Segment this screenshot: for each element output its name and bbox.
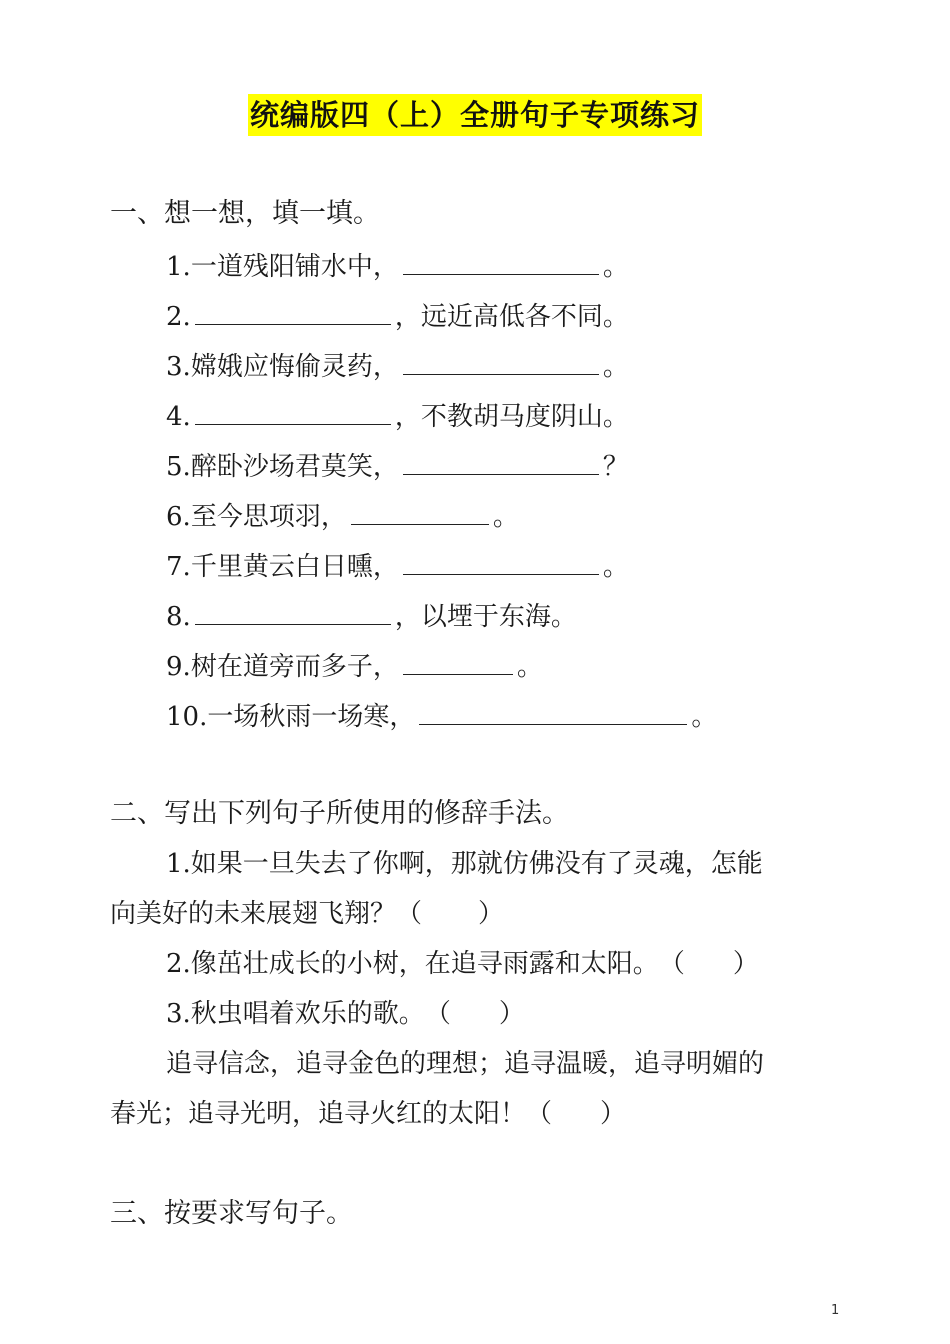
rhetoric-item-2 [166, 946, 759, 982]
answer-paren-open: （ [526, 1099, 553, 1129]
fill-item-9 [166, 648, 543, 685]
answer-blank[interactable] [195, 598, 391, 625]
fill-item-5 [166, 448, 629, 485]
item-text-after: 。 [492, 502, 519, 532]
answer-paren-open: （ [396, 899, 423, 929]
fill-item-7 [166, 548, 629, 585]
answer-blank[interactable] [419, 698, 687, 725]
answer-blank[interactable] [195, 298, 391, 325]
fill-item-10 [166, 698, 717, 735]
answer-blank[interactable] [195, 398, 391, 425]
item-text-before: 嫦娥应悔偷灵药， [190, 352, 399, 382]
page-title: 统编版四（上）全册句子专项练习 [248, 94, 702, 136]
answer-paren-close: ） [478, 899, 505, 929]
item-text-before: 一场秋雨一场寒， [207, 702, 416, 732]
answer-paren-close: ） [498, 999, 525, 1029]
answer-blank[interactable] [403, 448, 599, 475]
item-text: 3.秋虫唱着欢乐的歌。 [166, 999, 425, 1029]
answer-blank[interactable] [403, 248, 599, 275]
fill-item-2 [166, 298, 629, 335]
answer-blank[interactable] [351, 498, 489, 525]
rhetoric-item-1-line2 [110, 896, 504, 932]
rhetoric-item-4-line2 [110, 1096, 626, 1132]
answer-blank[interactable] [403, 348, 599, 375]
item-text-before: 一道残阳铺水中， [190, 252, 399, 282]
item-number: 9. [166, 652, 191, 682]
answer-blank[interactable] [403, 648, 513, 675]
item-text-before: 树在道旁而多子， [190, 652, 399, 682]
item-number: 8. [166, 602, 191, 632]
item-number: 4. [166, 402, 191, 432]
item-text-after: 。 [602, 252, 629, 282]
answer-paren-open: （ [658, 949, 685, 979]
answer-paren-close: ） [600, 1099, 627, 1129]
item-number: 3. [166, 352, 191, 382]
item-text: 春光；追寻光明，追寻火红的太阳！ [110, 1099, 527, 1129]
rhetoric-item-3 [166, 996, 525, 1032]
answer-paren-open: （ [424, 999, 451, 1029]
item-text-before: 至今思项羽， [190, 502, 347, 532]
fill-item-1 [166, 248, 629, 285]
item-text: 2.像茁壮成长的小树，在追寻雨露和太阳。 [166, 949, 659, 979]
item-text-after: ，远近高低各不同。 [394, 302, 629, 332]
item-text-after: 。 [602, 352, 629, 382]
section2-heading: 二、写出下列句子所使用的修辞手法。 [110, 798, 569, 829]
item-text-before: 醉卧沙场君莫笑， [190, 452, 399, 482]
section3-heading: 三、按要求写句子。 [110, 1198, 353, 1229]
item-number: 2. [166, 302, 191, 332]
item-number: 5. [166, 452, 191, 482]
answer-paren-close: ） [732, 949, 759, 979]
item-text-after: ，以堙于东海。 [394, 602, 577, 632]
item-text-after: ？ [602, 452, 629, 482]
fill-item-4 [166, 398, 629, 435]
item-number: 1. [166, 252, 191, 282]
fill-item-3 [166, 348, 629, 385]
item-text-after: 。 [691, 702, 718, 732]
section1-heading: 一、想一想，填一填。 [110, 198, 380, 229]
item-text-before: 千里黄云白日曛， [190, 552, 399, 582]
item-number: 10. [166, 702, 208, 732]
item-text-after: 。 [516, 652, 543, 682]
fill-item-8 [166, 598, 577, 635]
rhetoric-item-1-line1: 1.如果一旦失去了你啊，那就仿佛没有了灵魂，怎能 [166, 849, 763, 879]
page-number: 1 [831, 1303, 840, 1318]
answer-blank[interactable] [403, 548, 599, 575]
fill-item-6 [166, 498, 519, 535]
item-number: 7. [166, 552, 191, 582]
rhetoric-item-4-line1: 追寻信念，追寻金色的理想；追寻温暖，追寻明媚的 [166, 1049, 765, 1079]
item-text: 向美好的未来展翅飞翔？ [110, 899, 397, 929]
item-number: 6. [166, 502, 191, 532]
title-wrapper [0, 94, 950, 136]
item-text-after: ，不教胡马度阴山。 [394, 402, 629, 432]
item-text-after: 。 [602, 552, 629, 582]
